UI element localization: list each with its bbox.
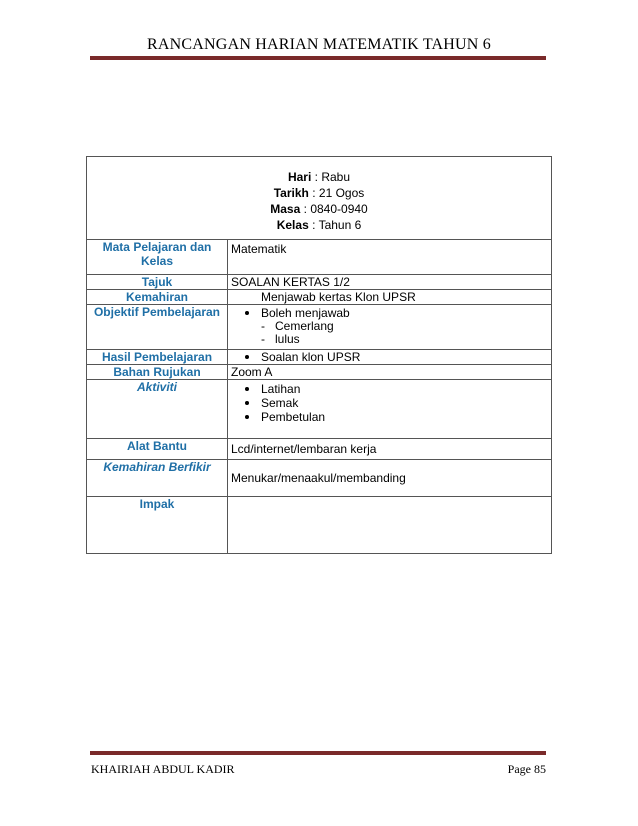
hasil-label: Hasil Pembelajaran [87,350,228,365]
hari-sep: : [314,170,318,184]
row-kemahiran [87,290,552,305]
alat-label: Alat Bantu [87,439,228,460]
aktiviti-item: Pembetulan [261,410,548,424]
aktiviti-item: Semak [261,396,548,410]
objektif-sub-1-text: Cemerlang [275,319,334,333]
tajuk-value: SOALAN KERTAS 1/2 [228,275,552,290]
row-hasil [87,350,552,365]
row-bahan [87,365,552,380]
kelas-sep: : [312,218,316,232]
info-masa [90,201,548,217]
info-row [87,157,552,240]
hasil-bullet: Soalan klon UPSR [261,350,548,364]
row-tajuk [87,275,552,290]
objektif-sub-2 [231,333,548,346]
lesson-plan-table [86,156,552,554]
mata-pelajaran-value: Matematik [228,240,552,275]
objektif-list [231,306,548,320]
impak-value [228,497,552,554]
kelas-value: Tahun 6 [318,218,362,232]
bahan-value: Zoom A [228,365,552,380]
aktiviti-item: Latihan [261,382,548,396]
info-kelas [90,217,548,233]
hari-label: Hari [287,170,312,184]
info-hari [90,169,548,185]
kemahiran-label: Kemahiran [87,290,228,305]
masa-label: Masa [270,202,301,216]
footer-author: KHAIRIAH ABDUL KADIR [91,762,235,776]
mata-pelajaran-label: Mata Pelajaran dan Kelas [87,240,228,275]
row-aktiviti [87,380,552,439]
masa-value: 0840-0940 [310,202,368,216]
hasil-list [231,350,548,364]
info-tarikh [90,185,548,201]
footer-page-number: Page 85 [507,762,546,776]
objektif-sub-2-text: lulus [275,332,300,346]
kemahiran-berfikir-label: Kemahiran Berfikir [87,460,228,497]
dash-2: - [261,332,265,346]
kemahiran-value: Menjawab kertas Klon UPSR [261,290,416,304]
row-objektif [87,305,552,350]
row-impak [87,497,552,554]
objektif-bullet: Boleh menjawab [261,306,548,320]
page-header-title: RANCANGAN HARIAN MATEMATIK TAHUN 6 [147,36,491,53]
dash-1: - [261,319,265,333]
info-cell [87,157,552,240]
aktiviti-list [231,382,548,424]
aktiviti-label: Aktiviti [87,380,228,439]
header-rule [90,56,546,60]
row-mata-pelajaran [87,240,552,275]
impak-label: Impak [87,497,228,554]
kemahiran-berfikir-value: Menukar/menaakul/membanding [228,460,552,497]
tarikh-value: 21 Ogos [318,186,365,200]
hari-value: Rabu [321,170,351,184]
footer-rule [90,751,546,755]
row-alat [87,439,552,460]
bahan-label: Bahan Rujukan [87,365,228,380]
masa-sep: : [303,202,307,216]
tarikh-sep: : [312,186,316,200]
tajuk-label: Tajuk [87,275,228,290]
tarikh-label: Tarikh [273,186,309,200]
kelas-label: Kelas [276,218,309,232]
alat-value: Lcd/internet/lembaran kerja [228,439,552,460]
objektif-label: Objektif Pembelajaran [87,305,228,350]
row-kemahiran-berfikir [87,460,552,497]
